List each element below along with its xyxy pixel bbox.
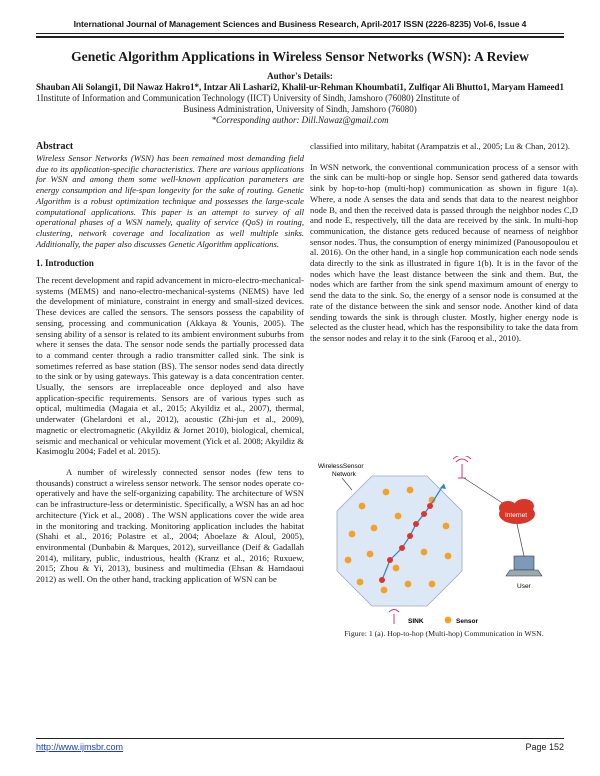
legend-sensor-dot [445,617,452,624]
sensor-node [381,587,388,594]
sensor-node [357,579,364,586]
user-laptop-icon [506,556,542,576]
journal-header: International Journal of Management Sciences and Business Research, April-2017 ISSN (2226-8235) Vol-6, Issue 4 [73,19,527,29]
corresponding-author: *Corresponding author: Dill.Nawaz@gmail.com [211,115,389,125]
path-node [379,577,385,583]
sensor-node [371,525,378,532]
intro-paragraph-4: In WSN network, the conventional communication process of a sensor with the sink can be multi-hop or single hop. Sensor send gathered data towards sink by hop-to-hop (multi-hop) communication as shown in figure 1(a). Where, a node A senses the data and sends that data to the nearest neighbor node B, and then the received data is passed through the neighbor nodes C,D and node E, respectively, till the data are received by the sink. In multi-hop communication, the distance gets reduced because of nearness of neighbor sensor nodes. Thus, the consumption of energy minimized (Panousopoulou et al. 2016). On the other hand, in a single hop communication each node sends data directly to the sink as illustrated in figure 1(b). It is in the favor of the nodes which have the least distance between the sink and them. But, the nodes which are farther from the sink spend maximum amount of energy to send the data to the sink. So, the energy of a sensor node is consumed at the rate of the distance between the sink and sensor node. Another kind of data sending towards the sink is through cluster. Mostly, higher energy node is selected as the cluster head, which has the responsibility to take the data from the sensor nodes and relay it to the sink (Farooq et al., 2010). [310,161,578,343]
label-internet: Internet [505,512,528,519]
sink-internet-link [464,478,507,506]
legend-sink-icon [389,610,399,625]
sensor-node [393,565,400,572]
sensor-node [443,523,450,530]
footer-rule [36,738,564,739]
sink-tower [453,456,471,478]
sensor-node [345,557,352,564]
abstract-text: Wireless Sensor Networks (WSN) has been remained most demanding field due to its application-specific characteristics. There are various applications for WSN and among them some well-known application parameters are energy consumption and life-span longevity for the sake of routing. Genetic Algorithm is a robust optimization technique and possesses the large-scale computational applications. This paper is an attempt to survey of all operational phases of a WSN namely, quality of service (QoS) in routing, clustering, network coverage and localization as well multiple sinks. Additionally, the paper also discusses Genetic Algorithm applications. [36,153,304,249]
label-user: User [517,583,531,590]
legend-sink-label: SINK [408,618,424,625]
sensor-node [429,581,436,588]
intro-paragraph-2: A number of wirelessly connected sensor nodes (few tens to thousands) construct a wireless sensor network. The sensor nodes operate co-operatively and have the self-organizing capability. The architecture of WSN can be infrastructure-less or deterministic. Specifically, a WSN has an ad hoc architecture (Yick et al., 2008) . The WSN applications cover the wide area in the monitoring and tracking. Monitoring application includes the habitat (Shahi et al., 2016; Polastre et al., 2004; Aboelaze & Aloul, 2005), environmental (Dunbabin & Marques, 2012), surveillance (Deif & Gadallah 2014), military, public, industrious, health (Kranz et al., 2016; Ruxuew, 2015; Zhou & Yi, 2013), business and multimedia (Ehsan & Hamdaoui 2012) as well. On the other hand, tracking application of WSN can be [36,466,304,585]
legend-sensor-label: Sensor [456,618,479,625]
footer-url-link[interactable]: http://www.ijmsbr.com [36,742,124,752]
paper-title: Genetic Algorithm Applications in Wireless Sensor Networks (WSN): A Review [71,49,529,64]
path-node [399,545,405,551]
intro-heading: 1. Introduction [36,258,94,269]
author-list [36,82,564,104]
path-node [413,521,419,527]
network-label-pointer [342,478,352,490]
sensor-node [367,551,374,558]
sensor-node [349,531,356,538]
sensor-node [407,487,414,494]
sensor-node [395,513,402,520]
author-heading: Author's Details: [267,71,333,81]
sensor-node [383,489,390,496]
sensor-node [405,581,412,588]
figure-caption: Figure: 1 (a). Hop-to-hop (Multi-hop) Communication in WSN. [344,629,544,638]
path-node [421,511,427,517]
left-column [36,141,304,585]
path-node [407,533,413,539]
header-rule-thick [36,36,564,38]
wsn-figure [312,456,574,641]
intro-paragraph-1: The recent development and rapid advancement in micro-electro-mechanical-systems (MEMS) and nano-electro-mechanical-systems (NEMS) have led the development of miniature, constraint in energy and small-sized devices. These devices are called the sensors. The sensors possess the capability of sensing, processing and communication (Akkaya & Younis, 2005). The sensing ability of a sensor is related to its ambient environment suburbs from where it senses the data. The sensor node sends the partially processed data to a command center through a radio transmitter called sink. The sink is sometimes referred as base station (BS). The sensor nodes send data directly to the sink or by using gateways. This gateway is a data concentration center. Usually, the sensors are irreplaceable once deployed and also have application-specific requirements. Sensors are of various types such as optical, multimedia (Magaia et al., 2015; Akyildiz et al., 2007), thermal, underwater (Ghelardoni et al., 2012), acoustic (Zhi-jun et al., 2009), magnetic or electromagnetic (Akyildiz & Jornet 2010), biological, chemical, seismic and mechanical or vehicular movement (Yick et al. 2008; Akyildiz & Kasimoglu 2004; Fadel et al. 2015). [36,275,304,457]
network-boundary [337,476,462,606]
path-node [387,557,393,563]
page-number: Page 152 [525,742,564,752]
affiliation-line-2: Business Administration, University of Sindh, Jamshoro (76080) [183,104,417,114]
abstract-heading: Abstract [36,141,74,152]
sensor-node [421,549,428,556]
path-node [427,503,433,509]
sensor-node [359,503,366,510]
author-names: Shauban Ali Solangi1, Dil Nawaz Hakro1*, Intzar Ali Lashari2, Khalil-ur-Rehman Khoumbati1, Zulfiqar Ali Bhutto1, Maryam Hameed1 [36,82,564,92]
right-column [310,141,578,344]
label-network-line1: WirelessSensor [318,463,364,470]
affiliation-line-1: 1Institute of Information and Communication Technology (IICT) University of Sindh, Jamshoro (76080) 2Institute of [36,93,460,103]
sensor-node [445,553,452,560]
header-rule-thin [36,33,564,34]
intro-paragraph-3: classified into military, habitat (Arampatzis et al., 2005; Lu & Chan, 2012). [310,141,571,151]
internet-user-link [517,524,524,556]
label-network-line2: Network [332,471,356,478]
